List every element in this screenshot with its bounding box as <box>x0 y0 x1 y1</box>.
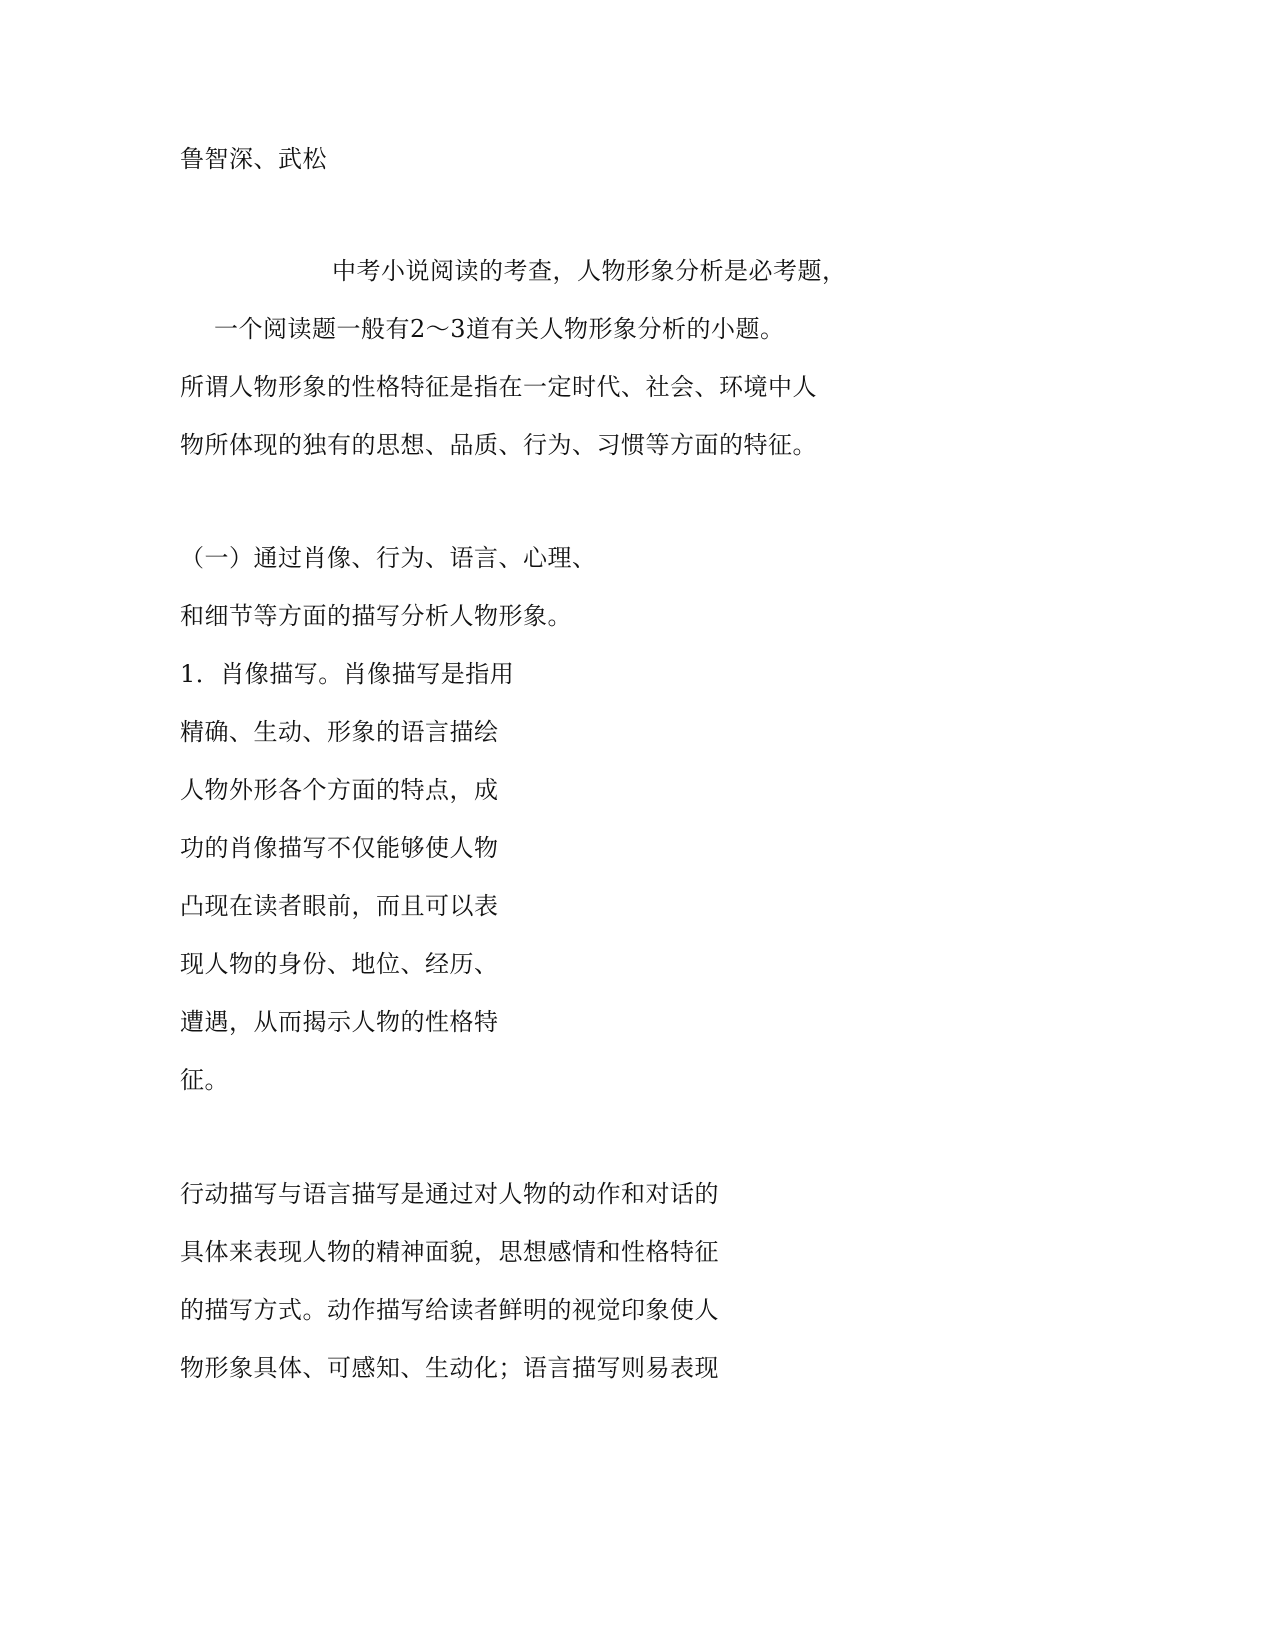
portrait-line-2: 精确、生动、形象的语言描绘 <box>180 718 499 746</box>
action-line-1: 行动描写与语言描写是通过对人物的动作和对话的 <box>180 1180 719 1208</box>
intro-line-1: 中考小说阅读的考查，人物形象分析是必考题， <box>332 257 847 285</box>
intro-line-2: 一个阅读题一般有2～3道有关人物形象分析的小题。 <box>214 315 785 343</box>
section-title-line-1: （一）通过肖像、行为、语言、心理、 <box>180 544 597 572</box>
intro-line-4: 物所体现的独有的思想、品质、行为、习惯等方面的特征。 <box>180 431 817 459</box>
portrait-line-6: 现人物的身份、地位、经历、 <box>180 950 499 978</box>
portrait-line-5: 凸现在读者眼前，而且可以表 <box>180 892 499 920</box>
portrait-line-1: 1．肖像描写。肖像描写是指用 <box>180 660 515 688</box>
portrait-line-8: 征。 <box>180 1066 229 1094</box>
portrait-line-4: 功的肖像描写不仅能够使人物 <box>180 834 499 862</box>
intro-line-3: 所谓人物形象的性格特征是指在一定时代、社会、环境中人 <box>180 373 817 401</box>
document-heading: 鲁智深、武松 <box>180 145 327 173</box>
action-line-3: 的描写方式。动作描写给读者鲜明的视觉印象使人 <box>180 1296 719 1324</box>
section-title-line-2: 和细节等方面的描写分析人物形象。 <box>180 602 572 630</box>
portrait-line-7: 遭遇，从而揭示人物的性格特 <box>180 1008 499 1036</box>
portrait-line-3: 人物外形各个方面的特点，成 <box>180 776 499 804</box>
action-line-2: 具体来表现人物的精神面貌，思想感情和性格特征 <box>180 1238 719 1266</box>
action-line-4: 物形象具体、可感知、生动化；语言描写则易表现 <box>180 1354 719 1382</box>
